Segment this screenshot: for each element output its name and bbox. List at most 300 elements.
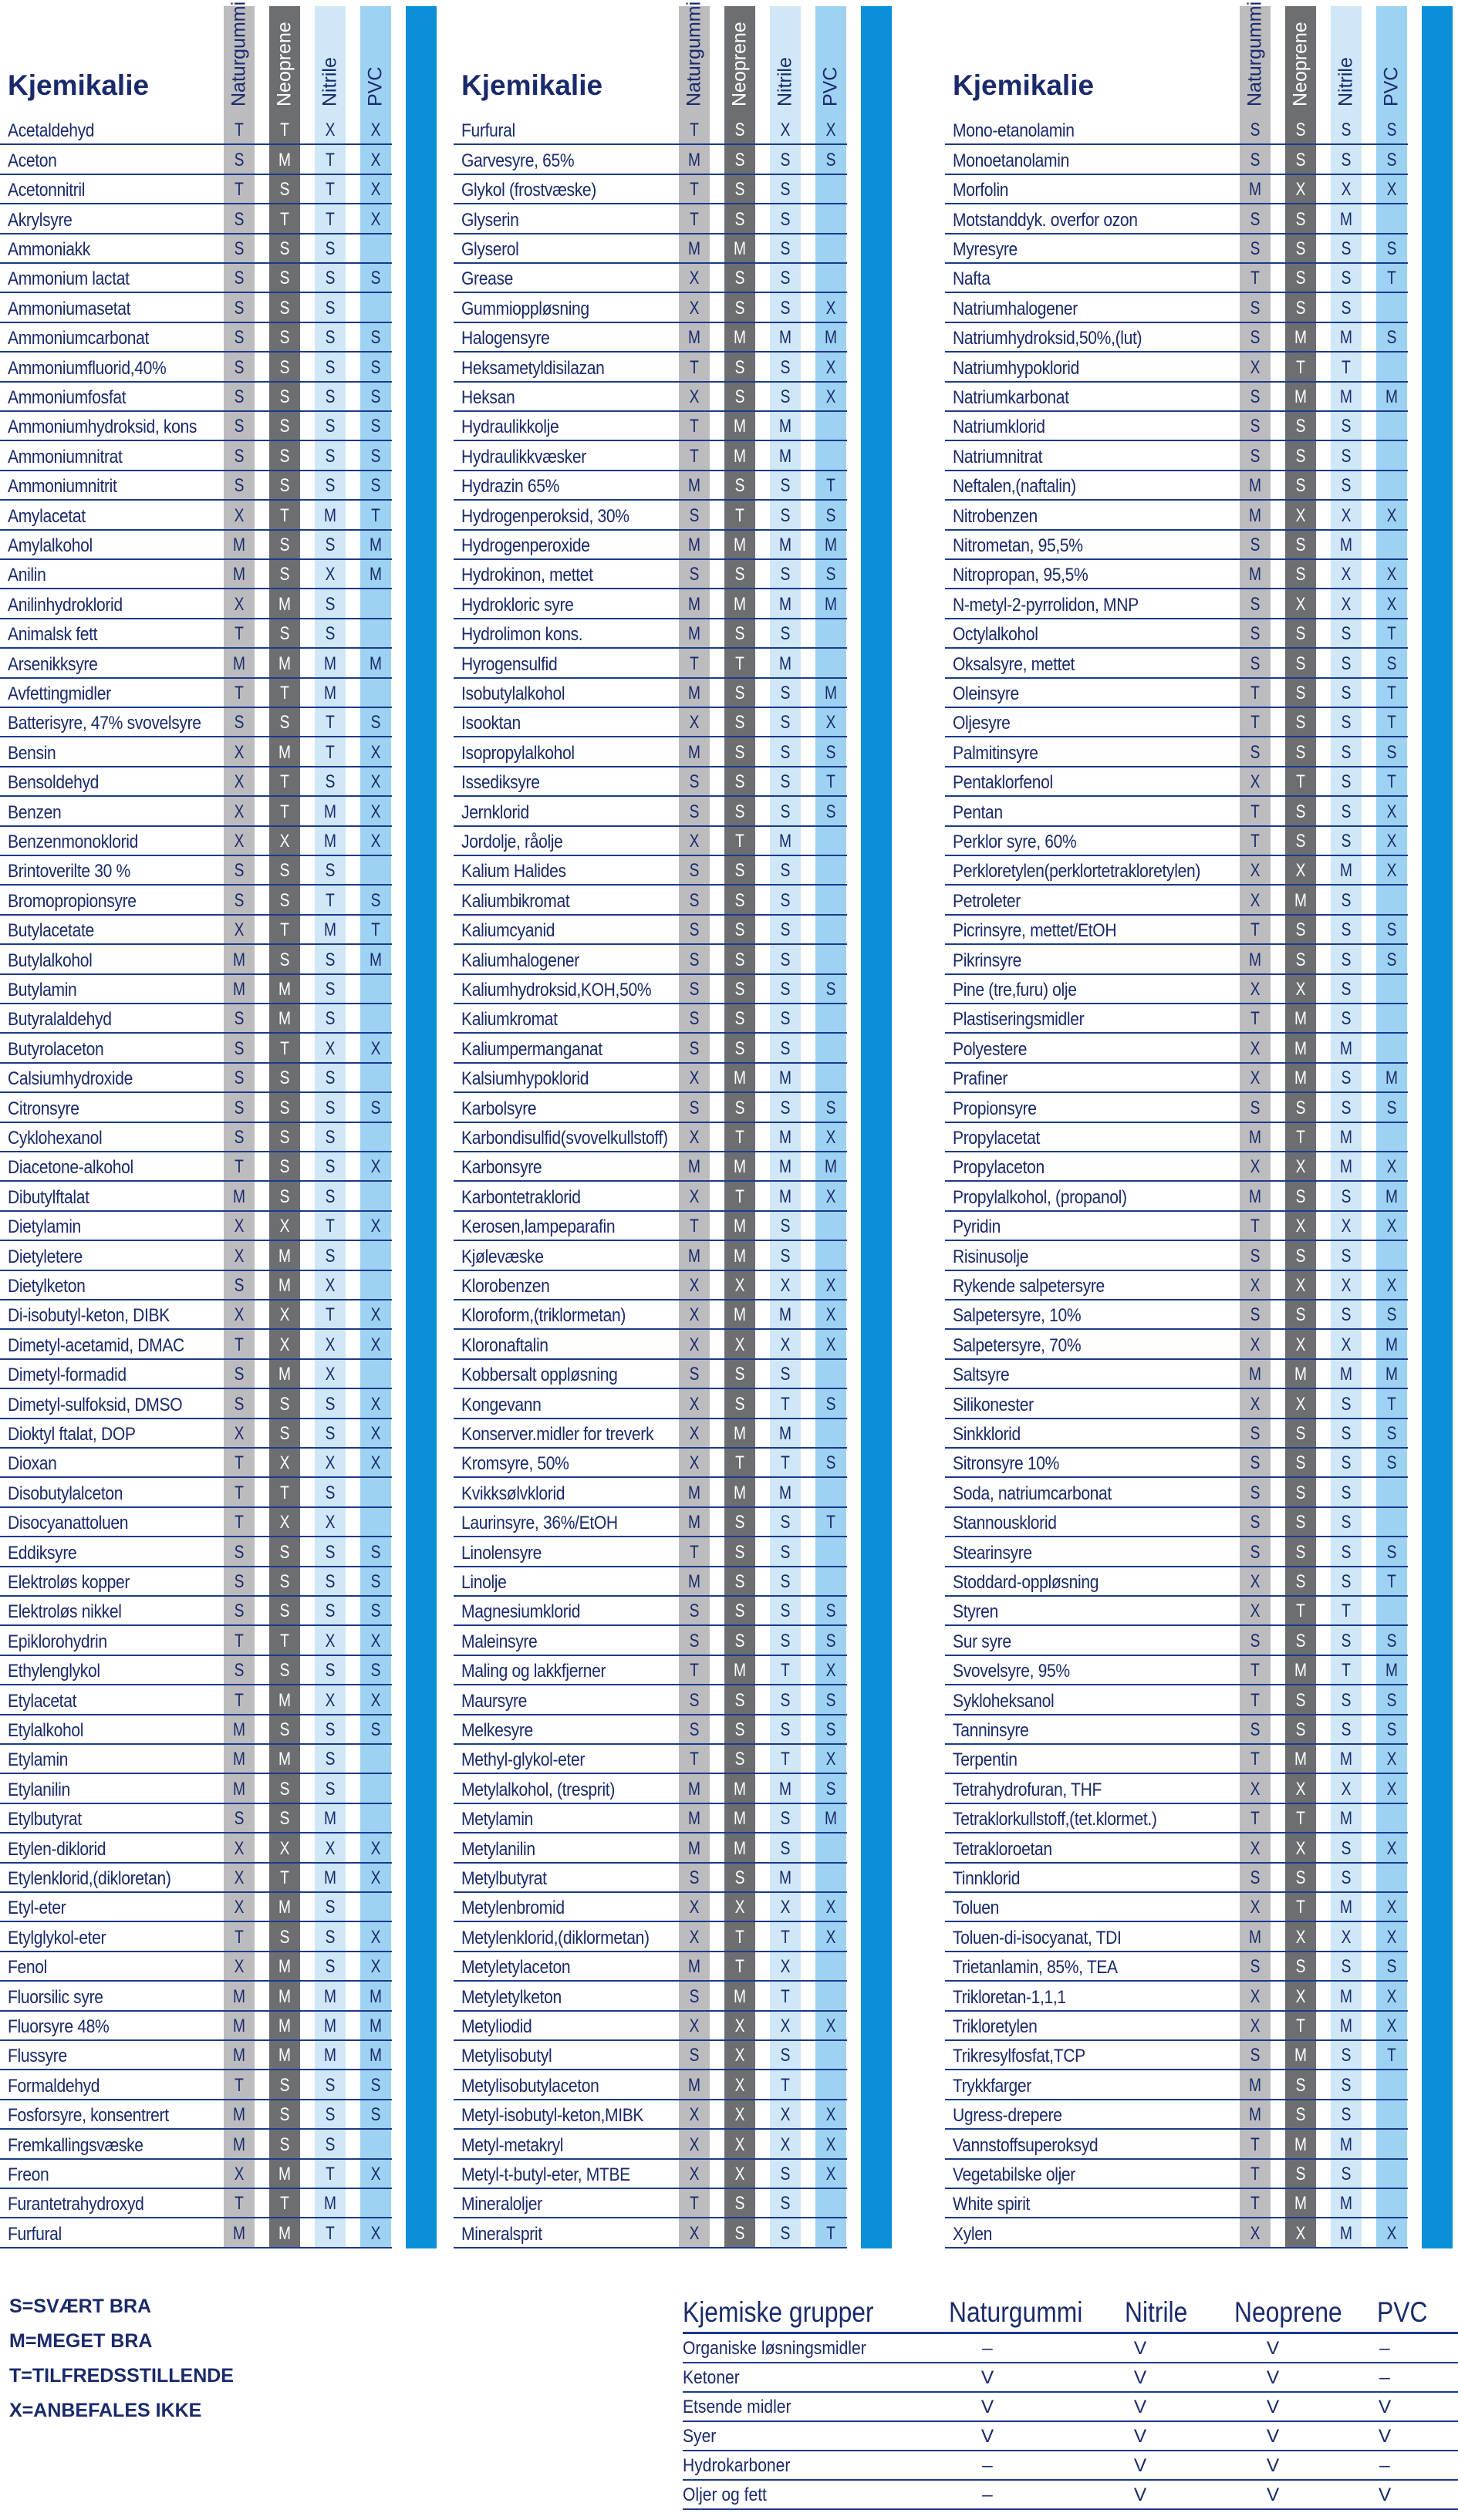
rating-neoprene: S <box>734 1867 745 1888</box>
rating-naturgummi: X <box>234 771 245 793</box>
rating-neoprene: M <box>1294 1364 1307 1385</box>
rating-naturgummi: S <box>234 1126 245 1148</box>
rating-naturgummi: S <box>234 1008 245 1030</box>
chemical-row <box>454 1064 847 1093</box>
chemical-row <box>454 945 847 974</box>
rating-neoprene: S <box>279 1126 290 1148</box>
chemical-row <box>945 1360 1408 1389</box>
chemical-row <box>454 2218 847 2248</box>
rating-nitrile: T <box>326 889 335 911</box>
rating-nitrile: S <box>325 2074 336 2096</box>
rating-neoprene: S <box>279 238 290 259</box>
rating-neoprene: M <box>734 1837 746 1859</box>
chemical-row <box>945 2160 1408 2189</box>
rating-naturgummi: S <box>234 889 245 911</box>
rating-nitrile: S <box>1341 1956 1352 1978</box>
glove-header-label: PVC <box>364 66 386 106</box>
rating-neoprene: S <box>734 2222 745 2244</box>
rating-nitrile: X <box>1341 504 1352 526</box>
chemical-name: Konserver.midler for treverk <box>461 1423 654 1445</box>
rating-neoprene: X <box>1295 1334 1306 1355</box>
rating-nitrile: S <box>1341 1689 1352 1711</box>
chemical-row <box>454 886 847 915</box>
rating-neoprene: X <box>1295 1837 1306 1859</box>
rating-naturgummi: T <box>1250 268 1260 289</box>
rating-pvc: S <box>1386 1422 1397 1444</box>
chemical-name: Garvesyre, 65% <box>461 150 575 171</box>
rating-naturgummi: S <box>1250 1097 1261 1118</box>
rating-neoprene: S <box>734 120 745 141</box>
rating-pvc: X <box>370 1926 381 1948</box>
rating-nitrile: S <box>325 1719 336 1740</box>
rating-pvc: X <box>1386 593 1397 615</box>
chemical-row <box>454 1300 847 1330</box>
chemical-name: Perkloretylen(perklortetrakloretylen) <box>953 861 1201 882</box>
rating-nitrile: S <box>780 179 791 201</box>
rating-nitrile: S <box>780 771 791 793</box>
rating-nitrile: T <box>781 1749 790 1770</box>
rating-pvc: S <box>370 386 381 407</box>
rating-nitrile: M <box>779 1126 791 1148</box>
rating-neoprene: S <box>279 949 290 970</box>
glove-header-label: Nitrile <box>1335 57 1357 106</box>
chemical-row <box>454 737 847 767</box>
column-title-kjemikalie: Kjemikalie <box>461 69 603 101</box>
chemical-row <box>454 679 847 708</box>
chemical-name: Natriumhypoklorid <box>953 357 1079 379</box>
rating-neoprene: S <box>279 623 290 645</box>
rating-neoprene: M <box>278 1985 291 2007</box>
rating-neoprene: X <box>1295 978 1306 1000</box>
rating-neoprene: X <box>1295 593 1306 615</box>
chemical-name: Butylalkohol <box>8 950 93 971</box>
chemical-row <box>454 1745 847 1774</box>
chemical-name: Xylen <box>953 2223 992 2245</box>
rating-nitrile: M <box>324 1808 336 1830</box>
chemical-row <box>0 293 392 322</box>
rating-nitrile: M <box>1340 2193 1352 2215</box>
rating-naturgummi: S <box>234 1570 245 1592</box>
rating-nitrile: M <box>779 1186 791 1207</box>
chemical-row <box>0 2189 392 2218</box>
rating-pvc: M <box>1385 1660 1398 1682</box>
chemical-name: Dietyletere <box>8 1246 83 1267</box>
rating-naturgummi: T <box>235 2074 244 2096</box>
rating-nitrile: T <box>326 741 335 763</box>
chemical-row <box>454 1271 847 1300</box>
glove-header-neoprene <box>269 0 300 116</box>
rating-naturgummi: X <box>1250 1601 1261 1622</box>
rating-nitrile: M <box>1340 386 1352 407</box>
chemical-row <box>0 204 392 234</box>
rating-nitrile: S <box>1341 238 1352 259</box>
chemical-name: Isopropylalkohol <box>461 742 575 764</box>
chemical-row <box>0 560 392 589</box>
chemical-row <box>945 945 1408 974</box>
rating-pvc: X <box>825 1126 836 1148</box>
chemical-row <box>454 1833 847 1863</box>
rating-neoprene: S <box>734 1630 745 1651</box>
rating-naturgummi: X <box>1250 2222 1261 2244</box>
chemical-name: Vannstoffsuperoksyd <box>953 2134 1099 2156</box>
chemical-row <box>0 708 392 737</box>
rating-nitrile: M <box>779 1304 791 1326</box>
rating-naturgummi: M <box>233 1985 245 2007</box>
rating-nitrile: X <box>325 120 336 141</box>
rating-pvc: X <box>825 2015 836 2036</box>
rating-neoprene: S <box>734 741 745 763</box>
chemical-name: Metylamin <box>461 1809 533 1830</box>
chemical-name: Linolje <box>461 1571 507 1593</box>
rating-nitrile: M <box>779 1156 791 1178</box>
rating-neoprene: T <box>1296 1897 1305 1918</box>
rating-nitrile: X <box>325 1512 336 1533</box>
rating-naturgummi: M <box>688 1956 700 1978</box>
rating-nitrile: M <box>1340 860 1352 882</box>
chemical-row <box>945 204 1408 234</box>
chemical-row <box>945 353 1408 382</box>
rating-neoprene: S <box>279 564 290 585</box>
rating-naturgummi: S <box>689 1630 700 1651</box>
rating-pvc: S <box>370 1541 381 1563</box>
rating-naturgummi: X <box>689 1304 700 1326</box>
chemical-row <box>0 323 392 353</box>
rating-nitrile: T <box>326 1216 335 1237</box>
rating-naturgummi: X <box>234 1867 245 1888</box>
chemical-row <box>454 708 847 737</box>
chemical-row <box>454 1537 847 1567</box>
rating-pvc: X <box>370 1689 381 1711</box>
rating-neoprene: S <box>734 860 745 882</box>
chemical-name: Hydrokinon, mettet <box>461 565 593 586</box>
rating-naturgummi: S <box>234 149 245 170</box>
chemical-row <box>945 264 1408 293</box>
rating-nitrile: S <box>325 1541 336 1563</box>
chemical-row <box>945 560 1408 589</box>
rating-naturgummi: S <box>689 919 700 941</box>
rating-neoprene: S <box>1295 623 1306 645</box>
rating-naturgummi: M <box>688 238 700 259</box>
chemical-name: Aceton <box>8 150 57 171</box>
rating-naturgummi: M <box>233 1186 245 1207</box>
glove-header-naturgummi <box>1240 0 1271 116</box>
rating-naturgummi: S <box>234 238 245 259</box>
chemical-name: Polyestere <box>953 1038 1028 1060</box>
rating-neoprene: S <box>734 297 745 319</box>
naturgummi-value: – <box>982 2455 993 2476</box>
chemical-name: Dietylamin <box>8 1216 81 1238</box>
chemical-row <box>0 1922 392 1952</box>
rating-pvc: X <box>1386 1216 1397 1237</box>
chemical-row <box>454 2130 847 2159</box>
chemical-row <box>454 1419 847 1449</box>
chemical-name: Etylacetat <box>8 1690 77 1712</box>
chemical-row <box>454 1212 847 1241</box>
rating-pvc: S <box>370 1097 381 1118</box>
chemical-row <box>0 531 392 560</box>
chemical-name: Maling og lakkfjerner <box>461 1661 606 1682</box>
rating-neoprene: T <box>1296 1601 1305 1622</box>
chemical-row <box>454 1864 847 1893</box>
rating-naturgummi: S <box>1250 445 1261 467</box>
rating-naturgummi: M <box>688 682 700 703</box>
chemical-name: Fenol <box>8 1957 47 1979</box>
rating-nitrile: S <box>780 149 791 170</box>
rating-pvc: X <box>370 1334 381 1355</box>
glove-header-label: Naturgummi <box>1244 1 1266 106</box>
rating-nitrile: S <box>780 2193 791 2215</box>
rating-naturgummi: M <box>1249 564 1261 585</box>
rating-pvc: T <box>1387 1570 1396 1592</box>
chemical-row <box>0 649 392 678</box>
rating-neoprene: S <box>734 208 745 230</box>
rating-neoprene: M <box>734 1778 746 1800</box>
rating-pvc: X <box>370 801 381 822</box>
chemical-name: Amylacetat <box>8 505 86 527</box>
rating-nitrile: M <box>779 1778 791 1800</box>
rating-neoprene: S <box>279 1068 290 1089</box>
rating-nitrile: S <box>325 1008 336 1030</box>
rating-nitrile: M <box>1340 1749 1352 1770</box>
rating-naturgummi: T <box>235 1689 244 1711</box>
rating-neoprene: T <box>735 1186 744 1207</box>
chemical-row <box>0 1804 392 1833</box>
chemical-row <box>945 531 1408 560</box>
rating-naturgummi: T <box>235 1482 244 1503</box>
rating-neoprene: S <box>1295 1245 1306 1267</box>
chemical-name: Acetaldehyd <box>8 120 95 142</box>
rating-pvc: X <box>825 2163 836 2184</box>
rating-naturgummi: T <box>690 1660 699 1682</box>
chemical-name: Arsenikksyre <box>8 653 98 675</box>
rating-naturgummi: X <box>1250 860 1261 882</box>
chemical-row <box>945 1064 1408 1093</box>
chemical-row <box>454 1093 847 1122</box>
rating-nitrile: S <box>1341 1837 1352 1859</box>
rating-pvc: X <box>370 741 381 763</box>
rating-nitrile: S <box>780 1037 791 1059</box>
rating-nitrile: X <box>780 2015 791 2036</box>
rating-pvc: S <box>1386 1452 1397 1474</box>
rating-nitrile: S <box>780 386 791 407</box>
rating-pvc: X <box>825 2104 836 2126</box>
chemical-row <box>945 856 1408 886</box>
rating-naturgummi: S <box>1250 623 1261 645</box>
rating-pvc: S <box>1386 741 1397 763</box>
chemical-row <box>945 1685 1408 1715</box>
rating-nitrile: S <box>1341 416 1352 437</box>
chemical-name: Stannousklorid <box>953 1513 1057 1534</box>
chemical-row <box>945 589 1408 619</box>
rating-neoprene: X <box>734 2074 745 2096</box>
rating-pvc: X <box>1386 2222 1397 2244</box>
chemical-row <box>945 116 1408 145</box>
chemical-row <box>945 1004 1408 1034</box>
rating-neoprene: S <box>279 179 290 201</box>
rating-neoprene: S <box>1295 149 1306 170</box>
rating-neoprene: M <box>278 978 291 1000</box>
chemical-name: Natriumhydroksid,50%,(lut) <box>953 328 1142 349</box>
rating-nitrile: S <box>780 889 791 911</box>
rating-nitrile: M <box>779 1068 791 1089</box>
chemical-name: Disobutylalceton <box>8 1483 123 1504</box>
chemical-row <box>454 619 847 649</box>
chemical-row <box>945 797 1408 826</box>
rating-pvc: M <box>370 949 382 970</box>
rating-naturgummi: X <box>689 1393 700 1415</box>
chemical-name: Hydrolimon kons. <box>461 624 583 646</box>
rating-nitrile: S <box>780 297 791 319</box>
rating-nitrile: S <box>325 1156 336 1178</box>
rating-naturgummi: S <box>1250 416 1261 437</box>
rating-nitrile: T <box>326 179 335 201</box>
rating-nitrile: X <box>1341 1334 1352 1355</box>
rating-neoprene: X <box>734 2134 745 2155</box>
rating-pvc: T <box>826 1512 835 1533</box>
rating-naturgummi: S <box>234 416 245 437</box>
rating-naturgummi: S <box>689 1601 700 1622</box>
rating-neoprene: M <box>1294 1037 1307 1059</box>
rating-nitrile: S <box>325 1126 336 1148</box>
chemical-row <box>454 471 847 501</box>
rating-naturgummi: T <box>1250 919 1260 941</box>
rating-naturgummi: X <box>234 1216 245 1237</box>
chemical-name: Vegetabilske oljer <box>953 2164 1075 2185</box>
rating-neoprene: M <box>278 1008 291 1030</box>
chemical-name: Hydraulikkvæsker <box>461 446 586 467</box>
chemical-name: Kaliumpermanganat <box>461 1038 602 1060</box>
rating-naturgummi: T <box>235 120 244 141</box>
rating-naturgummi: X <box>234 919 245 941</box>
chemical-row <box>945 1508 1408 1537</box>
rating-pvc: X <box>370 179 381 201</box>
rating-pvc: S <box>370 416 381 437</box>
chemical-row <box>0 234 392 264</box>
rating-pvc: X <box>370 208 381 230</box>
rating-naturgummi: X <box>1250 1837 1261 1859</box>
rating-nitrile: S <box>325 416 336 437</box>
rating-neoprene: S <box>734 1719 745 1740</box>
rating-nitrile: S <box>780 1364 791 1385</box>
chemical-row <box>945 1567 1408 1597</box>
rating-naturgummi: S <box>1250 1304 1261 1326</box>
chemical-name: Kalsiumhypoklorid <box>461 1068 589 1090</box>
chemical-row <box>0 353 392 382</box>
rating-pvc: X <box>370 771 381 793</box>
rating-neoprene: T <box>280 1630 289 1651</box>
rating-nitrile: S <box>780 682 791 703</box>
rating-naturgummi: X <box>234 504 245 526</box>
rating-naturgummi: T <box>235 682 244 703</box>
rating-naturgummi: M <box>1249 2104 1261 2126</box>
rating-nitrile: M <box>779 830 791 852</box>
chemical-name: Amylalkohol <box>8 535 93 556</box>
rating-neoprene: S <box>1295 1512 1306 1533</box>
rating-nitrile: S <box>325 771 336 793</box>
rating-naturgummi: S <box>1250 238 1261 259</box>
rating-neoprene: S <box>734 2193 745 2215</box>
chemical-row <box>0 1537 392 1567</box>
rating-nitrile: T <box>326 2163 335 2184</box>
rating-neoprene: S <box>1295 830 1306 852</box>
chemical-row <box>454 975 847 1004</box>
chemical-name: Myresyre <box>953 238 1018 260</box>
rating-naturgummi: S <box>1250 1541 1261 1563</box>
chemical-name: Toluen-di-isocyanat, TDI <box>953 1927 1122 1948</box>
rating-nitrile: S <box>325 1245 336 1267</box>
rating-nitrile: S <box>1341 1393 1352 1415</box>
rating-naturgummi: S <box>689 1985 700 2007</box>
rating-neoprene: S <box>1295 1541 1306 1563</box>
rating-neoprene: S <box>734 1097 745 1118</box>
chemical-name: Animalsk fett <box>8 624 98 646</box>
rating-neoprene: S <box>279 860 290 882</box>
glove-header-label: Nitrile <box>774 57 796 106</box>
chemical-name: Hydrogenperoksid, 30% <box>461 505 629 527</box>
glove-header-neoprene <box>724 0 755 116</box>
rating-nitrile: S <box>325 623 336 645</box>
rating-naturgummi: X <box>689 1068 700 1089</box>
neoprene-value: V <box>1266 2426 1280 2447</box>
rating-naturgummi: M <box>233 978 245 1000</box>
chemical-panel-1 <box>0 0 451 2253</box>
rating-nitrile: S <box>1341 445 1352 467</box>
rating-nitrile: S <box>780 919 791 941</box>
rating-nitrile: M <box>779 534 791 555</box>
rating-naturgummi: X <box>1250 1393 1261 1415</box>
chemical-row <box>945 2012 1408 2041</box>
rating-neoprene: M <box>278 1245 291 1267</box>
rating-neoprene: S <box>1295 1689 1306 1711</box>
chemical-row <box>0 589 392 619</box>
chemical-name: Kvikksølvklorid <box>461 1483 565 1504</box>
rating-nitrile: S <box>1341 1452 1352 1474</box>
chemical-row <box>945 1745 1408 1774</box>
glove-header-nitrile <box>315 0 346 116</box>
rating-neoprene: S <box>734 889 745 911</box>
rating-nitrile: S <box>1341 149 1352 170</box>
rating-naturgummi: S <box>1250 1422 1261 1444</box>
rating-neoprene: X <box>1295 1926 1306 1948</box>
chemical-row <box>454 1685 847 1715</box>
chemical-name: Trikloretan-1,1,1 <box>953 1986 1066 2008</box>
rating-naturgummi: M <box>688 2074 700 2096</box>
rating-pvc: T <box>826 475 835 497</box>
rating-nitrile: S <box>325 1956 336 1978</box>
rating-naturgummi: S <box>689 771 700 793</box>
chemical-name: Karbolsyre <box>461 1098 537 1119</box>
groups-header-nitrile: Nitrile <box>1125 2296 1188 2328</box>
rating-neoprene: S <box>1295 1570 1306 1592</box>
chemical-name: Kaliumhydroksid,KOH,50% <box>461 979 652 1000</box>
rating-neoprene: S <box>279 1570 290 1592</box>
rating-neoprene: M <box>734 1660 746 1682</box>
rating-nitrile: X <box>325 1334 336 1355</box>
rating-neoprene: M <box>734 238 746 259</box>
chemical-row <box>945 412 1408 441</box>
rating-nitrile: S <box>325 1660 336 1682</box>
rating-pvc: S <box>825 801 836 822</box>
rating-neoprene: T <box>735 1956 744 1978</box>
chemical-row <box>454 1360 847 1389</box>
chemical-name: Metylbutyrat <box>461 1867 547 1889</box>
rating-pvc: S <box>825 149 836 170</box>
chemical-name: Saltsyre <box>953 1365 1010 1386</box>
rating-pvc: S <box>1386 919 1397 941</box>
rating-naturgummi: X <box>1250 771 1261 793</box>
chemical-name: Metylenbromid <box>461 1898 565 1919</box>
chemical-row <box>0 1685 392 1715</box>
